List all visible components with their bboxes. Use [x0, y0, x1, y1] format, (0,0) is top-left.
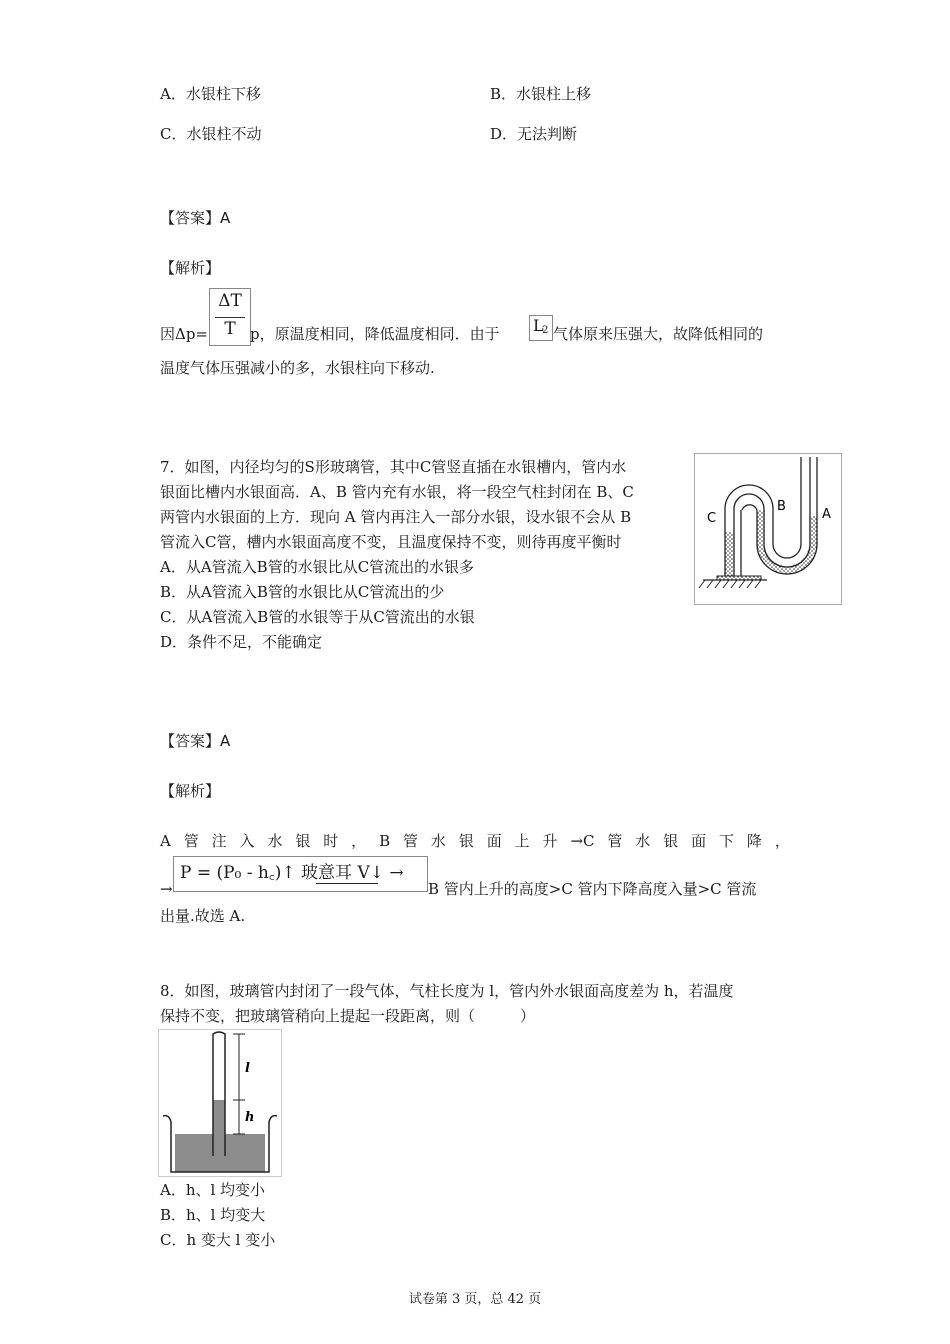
s-tube-figure [694, 453, 842, 605]
q7-analysis-tail: B 管内上升的高度>C 管内下降高度入量>C 管流 [428, 880, 757, 898]
mercury-c [725, 532, 734, 576]
q7-option-b: B．从A管流入B管的水银比从C管流出的少 [160, 583, 445, 601]
q6-analysis-prefix: 因Δp= [160, 325, 209, 343]
q6-analysis-mid: p，原温度相同，降低温度相同．由于 [250, 325, 500, 343]
page-footer: 试卷第 3 页，总 42 页 [408, 1292, 542, 1307]
q8-stem-line1: 8．如图，玻璃管内封闭了一段气体，气柱长度为 l，管内外水银面高度差为 h，若温度 [160, 982, 734, 1000]
q8-option-c: C．h 变大 l 变小 [160, 1231, 276, 1249]
q6-option-b: B．水银柱上移 [490, 85, 592, 103]
q6-analysis-line2: 温度气体压强减小的多，水银柱向下移动. [160, 359, 435, 377]
q6-analysis-suffix: 气体原来压强大，故降低相同的 [553, 325, 764, 343]
q7-analysis-label: 【解析】 [160, 782, 221, 800]
tube-mercury [213, 1100, 225, 1156]
label-h: h [245, 1110, 255, 1125]
formula-denominator: T [224, 319, 236, 339]
q7-option-d: D．条件不足，不能确定 [160, 633, 323, 651]
q7-answer: 【答案】A [160, 732, 231, 750]
formula-text: P = (P₀ - h꜀)↑ 玻意耳 V↓ → [180, 863, 404, 883]
q6-option-a: A．水银柱下移 [160, 85, 261, 103]
formula-underline [316, 883, 378, 884]
formula-numerator: ΔT [218, 291, 242, 311]
delta-t-over-t-formula [209, 288, 251, 346]
l2-symbol: L 2 [529, 315, 553, 341]
glass-tube-diagram [159, 1030, 281, 1176]
q8-stem-line2: 保持不变，把玻璃管稍向上提起一段距离，则（ ） [160, 1007, 536, 1025]
q7-option-a: A．从A管流入B管的水银比从C管流出的水银多 [160, 558, 475, 576]
q8-option-a: A．h、l 均变小 [160, 1181, 266, 1199]
q7-formula-arrow: → [160, 880, 173, 898]
q6-option-d: D．无法判断 [490, 125, 578, 143]
mercury-u [757, 510, 817, 574]
label-b: B [777, 499, 786, 514]
s-tube-diagram [695, 454, 841, 604]
q8-option-b: B．h、l 均变大 [160, 1206, 266, 1224]
q6-option-c: C．水银柱不动 [160, 125, 262, 143]
glass-tube-figure [158, 1029, 282, 1177]
boyle-law-formula [173, 856, 428, 892]
fraction-bar [215, 317, 245, 318]
q7-stem-line4: 管流入C管，槽内水银面高度不变，且温度保持不变，则待再度平衡时 [160, 533, 622, 551]
q6-answer: 【答案】A [160, 209, 231, 227]
q6-analysis-label: 【解析】 [160, 259, 221, 277]
q7-analysis-line3: 出量.故选 A. [160, 907, 246, 925]
q7-analysis-line1: A 管 注 入 水 银 时 ， B 管 水 银 面 上 升 →C 管 水 银 面 下 降 ， [160, 832, 790, 850]
q7-stem-line3: 两管内水银面的上方．现向 A 管内再注入一部分水银，设水银不会从 B [160, 508, 632, 526]
ground-hatching [699, 580, 761, 588]
label-a: A [822, 507, 831, 522]
q7-stem-line2: 银面比槽内水银面高．A、B 管内充有水银，将一段空气柱封闭在 B、C [160, 483, 634, 501]
label-l: l [245, 1061, 250, 1076]
q7-option-c: C．从A管流入B管的水银等于从C管流出的水银 [160, 608, 475, 626]
label-c: C [707, 511, 717, 526]
q7-stem-line1: 7．如图，内径均匀的S形玻璃管，其中C管竖直插在水银槽内，管内水 [160, 458, 627, 476]
